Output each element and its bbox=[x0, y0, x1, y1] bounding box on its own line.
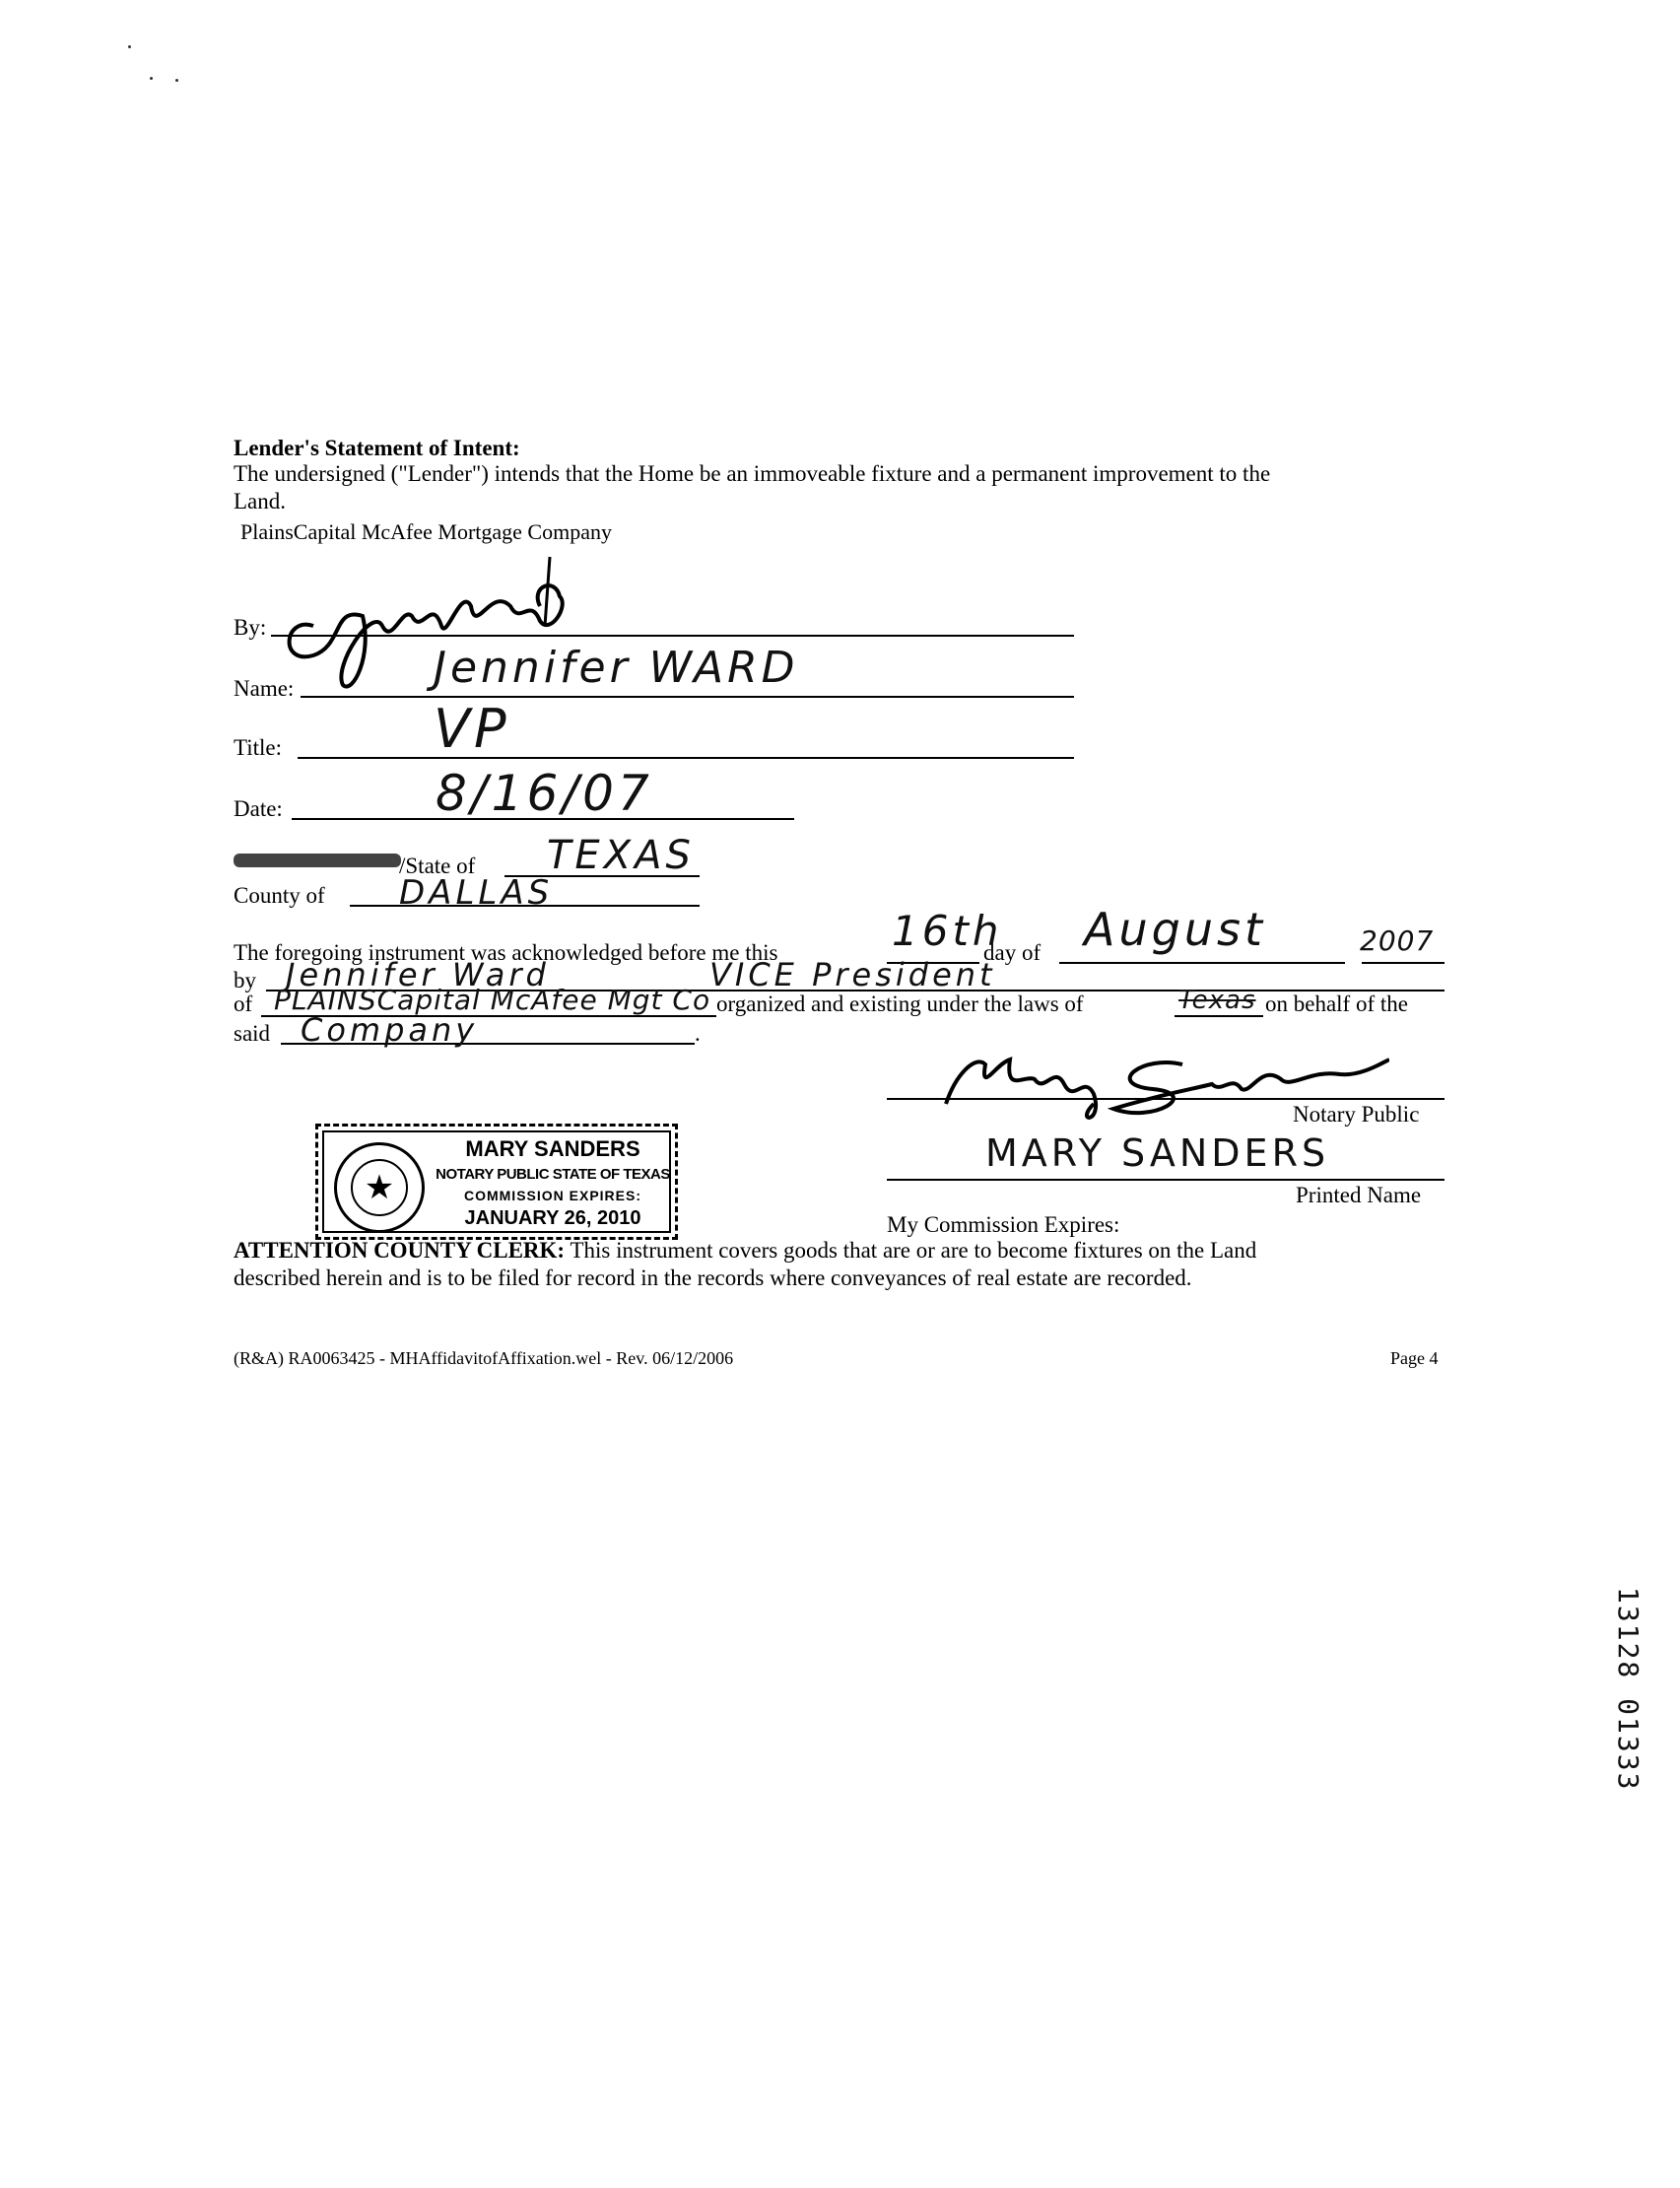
scan-speck bbox=[175, 79, 178, 82]
ack-text-part1: The foregoing instrument was acknowledged before me this bbox=[234, 940, 778, 965]
date-label: Date: bbox=[234, 796, 283, 821]
scan-speck bbox=[128, 45, 131, 48]
handwritten-laws-state: Texas bbox=[1178, 986, 1256, 1015]
printed-name-line bbox=[887, 1179, 1445, 1181]
laws-state-line bbox=[1175, 1015, 1263, 1017]
name-line bbox=[301, 696, 1074, 698]
attention-text-line1: This instrument covers goods that are or are to become fixtures on the Land bbox=[570, 1238, 1257, 1263]
scan-speck bbox=[150, 77, 153, 80]
handwritten-printed-name: MARY SANDERS bbox=[985, 1131, 1330, 1175]
intent-text-line1: The undersigned ("Lender") intends that the Home be an immoveable fixture and a permanent improvement to the bbox=[234, 461, 1271, 486]
notary-stamp bbox=[315, 1124, 678, 1240]
handwritten-by-person: Jennifer Ward bbox=[286, 956, 550, 993]
state-label: /State of bbox=[399, 854, 476, 878]
recording-number: 13128 01333 bbox=[1612, 1587, 1645, 1792]
handwritten-said: Company bbox=[301, 1011, 479, 1049]
stamp-line2: NOTARY PUBLIC STATE OF TEXAS bbox=[436, 1166, 670, 1183]
ack-period: . bbox=[695, 1021, 701, 1046]
stamp-name: MARY SANDERS bbox=[465, 1136, 640, 1161]
intent-text-line2: Land. bbox=[234, 489, 287, 513]
struck-commonwealth bbox=[234, 854, 401, 869]
ack-behalf-text: on behalf of the bbox=[1265, 991, 1408, 1016]
name-label: Name: bbox=[234, 676, 295, 701]
ack-of-label: of bbox=[234, 991, 253, 1016]
county-label: County of bbox=[234, 883, 325, 908]
star-icon: ★ bbox=[351, 1159, 408, 1216]
handwritten-name: Jennifer WARD bbox=[434, 643, 799, 693]
handwritten-position: VICE President bbox=[709, 956, 996, 993]
lender-company: PlainsCapital McAfee Mortgage Company bbox=[240, 519, 612, 544]
notary-signature-line bbox=[887, 1098, 1445, 1100]
attention-text-line2: described herein and is to be filed for record in the records where conveyances of real estate are recorded. bbox=[234, 1265, 1192, 1290]
handwritten-day: 16th bbox=[892, 907, 1003, 955]
month-line bbox=[1059, 962, 1345, 964]
year-line bbox=[1362, 962, 1445, 964]
ack-said-label: said bbox=[234, 1021, 271, 1046]
handwritten-year: 2007 bbox=[1360, 924, 1435, 957]
handwritten-date: 8/16/07 bbox=[436, 765, 653, 822]
title-label: Title: bbox=[234, 735, 283, 760]
stamp-line3: COMMISSION EXPIRES: bbox=[463, 1188, 642, 1203]
footer-page-number: Page 4 bbox=[1390, 1348, 1439, 1368]
handwritten-state: TEXAS bbox=[547, 833, 695, 878]
attention-line1 bbox=[234, 1238, 1256, 1264]
notary-seal bbox=[334, 1142, 425, 1233]
footer-document-id: (R&A) RA0063425 - MHAffidavitofAffixation.wel - Rev. 06/12/2006 bbox=[234, 1348, 734, 1368]
ack-by-label: by bbox=[234, 968, 256, 992]
section-heading: Lender's Statement of Intent: bbox=[234, 436, 520, 460]
title-line bbox=[298, 757, 1074, 759]
printed-name-label: Printed Name bbox=[1296, 1183, 1422, 1207]
ack-organized-text: organized and existing under the laws of bbox=[716, 991, 1084, 1016]
attention-bold: ATTENTION COUNTY CLERK: bbox=[234, 1238, 566, 1263]
ack-text-part2: day of bbox=[983, 940, 1042, 965]
handwritten-county: DALLAS bbox=[399, 873, 554, 913]
notary-public-label: Notary Public bbox=[1293, 1102, 1420, 1127]
by-label: By: bbox=[234, 615, 267, 640]
stamp-line4: JANUARY 26, 2010 bbox=[464, 1207, 641, 1229]
handwritten-month: August bbox=[1084, 903, 1266, 956]
handwritten-of-company: PLAINSCapital McAfee Mgt Co bbox=[274, 984, 711, 1016]
handwritten-title: VP bbox=[434, 698, 510, 760]
commission-label: My Commission Expires: bbox=[887, 1212, 1120, 1237]
